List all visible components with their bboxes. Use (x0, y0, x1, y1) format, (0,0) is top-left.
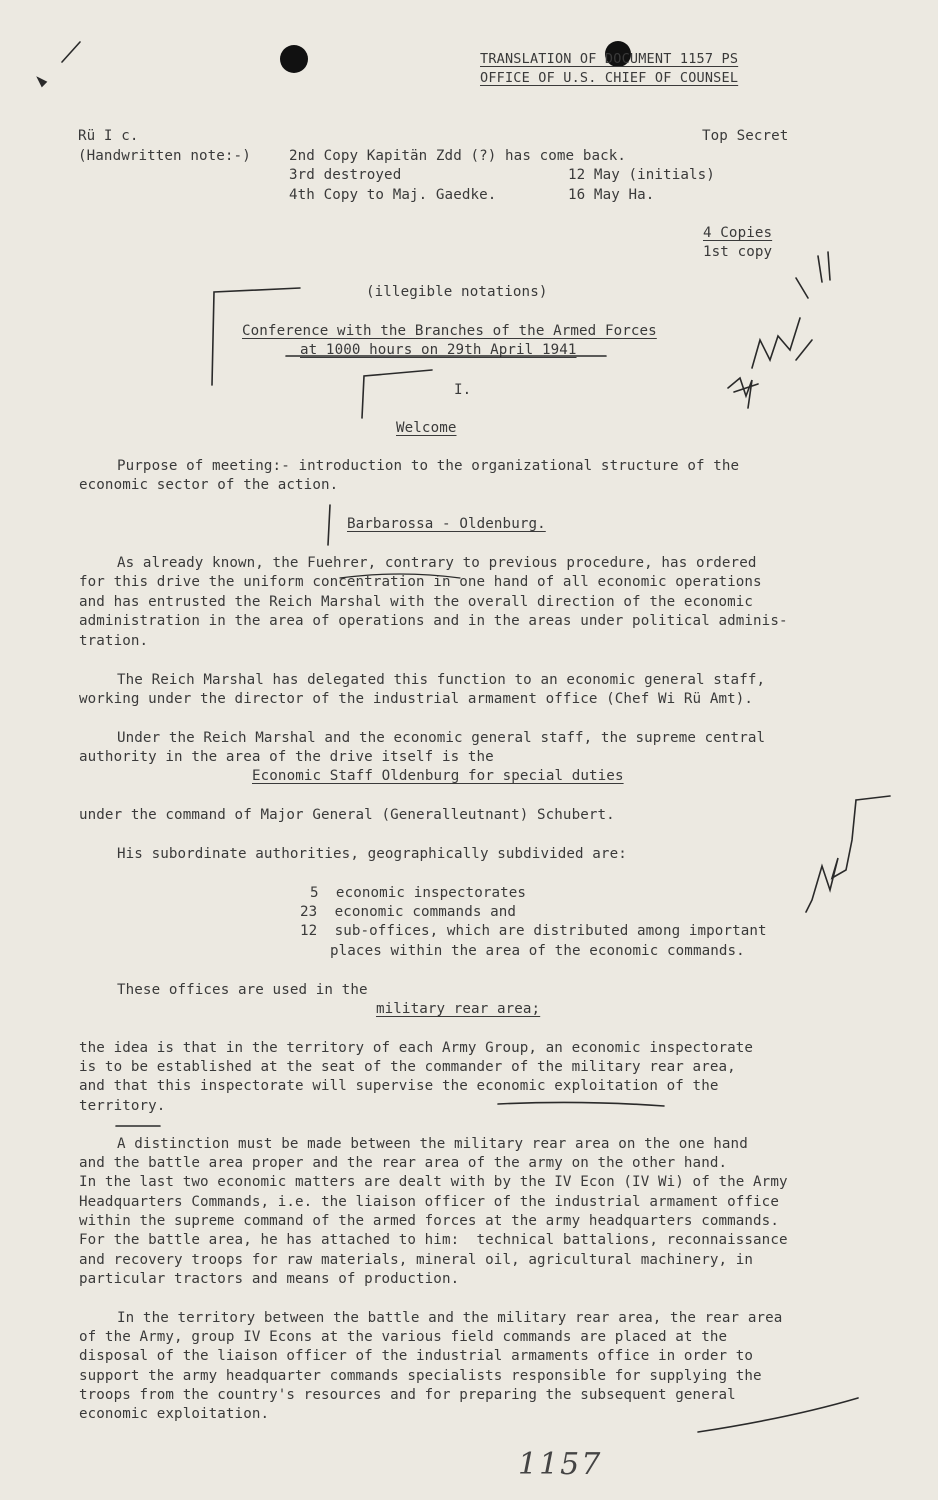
paragraph-line: administration in the area of operations and in the areas under political adminis- (79, 613, 788, 629)
margin-initials (752, 318, 800, 368)
translation-header: TRANSLATION OF DOCUMENT 1157 PS (480, 51, 739, 67)
purpose-text: Purpose of meeting:- introduction to the organizational structure of the (117, 458, 740, 474)
economic-staff-title: Economic Staff Oldenburg for special duties (252, 768, 624, 784)
paragraph-line: and has entrusted the Reich Marshal with the overall direction of the economic (79, 594, 754, 610)
military-rear-area: military rear area; (376, 1001, 541, 1017)
handwritten-note-line: 12 May (initials) (568, 167, 715, 183)
paragraph-line: and recovery troops for raw materials, mineral oil, agricultural machinery, in (79, 1252, 754, 1268)
page-number: 1157 (518, 1447, 603, 1482)
paragraph-line: For the battle area, he has attached to him: technical battalions, reconnaissance (79, 1232, 788, 1248)
paragraph-line: As already known, the Fuehrer, contrary to previous procedure, has ordered (117, 555, 757, 571)
margin-initials (796, 252, 830, 298)
paragraph-line: disposal of the liaison officer of the industrial armaments office in order to (79, 1348, 754, 1364)
paragraph-line: troops from the country's resources and for preparing the subsequent general (79, 1387, 736, 1403)
paragraph-line: territory. (79, 1098, 166, 1114)
handwritten-note-line: 2nd Copy Kapitän Zdd (?) has come back. (289, 148, 627, 164)
operation-name: Barbarossa - Oldenburg. (347, 516, 546, 532)
conference-title: Conference with the Branches of the Armed Forces (242, 323, 657, 339)
paragraph-line: authority in the area of the drive itself is the (79, 749, 494, 765)
list-item: 23 economic commands and (300, 904, 517, 920)
margin-initials (806, 800, 856, 912)
purpose-text: economic sector of the action. (79, 477, 339, 493)
paragraph-line: under the command of Major General (Generalleutnant) Schubert. (79, 807, 615, 823)
paragraph-line: In the territory between the battle and the military rear area, the rear area (117, 1310, 783, 1326)
classification: Top Secret (702, 128, 789, 144)
illegible-notations: (illegible notations) (366, 284, 548, 300)
bracket-mark (212, 288, 300, 385)
handwritten-note-label: (Handwritten note:-) (78, 148, 251, 164)
pen-stroke (38, 78, 46, 86)
paragraph-line: support the army headquarter commands specialists responsible for supplying the (79, 1368, 762, 1384)
paragraph-line: The Reich Marshal has delegated this function to an economic general staff, (117, 672, 766, 688)
underline-stroke (340, 574, 460, 578)
paragraph-line: and that this inspectorate will supervise the economic exploitation of the (79, 1078, 719, 1094)
paragraph-line: His subordinate authorities, geographically subdivided are: (117, 846, 627, 862)
underline-stroke (498, 1102, 664, 1106)
copy-number: 1st copy (703, 244, 773, 260)
handwritten-note-line: 4th Copy to Maj. Gaedke. (289, 187, 497, 203)
list-item: 5 economic inspectorates (310, 885, 527, 901)
handwritten-note-line: 3rd destroyed (289, 167, 402, 183)
bracket-mark (328, 505, 330, 545)
paragraph-line: is to be established at the seat of the commander of the military rear area, (79, 1059, 736, 1075)
paragraph-line: In the last two economic matters are dealt with by the IV Econ (IV Wi) of the Army (79, 1174, 788, 1190)
paragraph-line: of the Army, group IV Econs at the various field commands are placed at the (79, 1329, 728, 1345)
section-title: Welcome (396, 420, 457, 436)
paragraph-line: Headquarters Commands, i.e. the liaison officer of the industrial armament office (79, 1194, 779, 1210)
paragraph-line: Under the Reich Marshal and the economic general staff, the supreme central (117, 730, 766, 746)
section-number: I. (454, 382, 472, 398)
paragraph-line: for this drive the uniform concentration in one hand of all economic operations (79, 574, 762, 590)
list-item: 12 sub-offices, which are distributed among important (300, 923, 767, 939)
reference-code: Rü I c. (78, 128, 139, 144)
underline-stroke (698, 1398, 858, 1432)
paragraph-line: within the supreme command of the armed forces at the army headquarters commands. (79, 1213, 779, 1229)
bracket-mark (362, 370, 432, 418)
margin-initials (796, 340, 812, 360)
paragraph-line: A distinction must be made between the military rear area on the one hand (117, 1136, 748, 1152)
margin-initials (728, 378, 758, 408)
list-item: places within the area of the economic commands. (330, 943, 745, 959)
paragraph-line: tration. (79, 633, 149, 649)
paragraph-line: the idea is that in the territory of each Army Group, an economic inspectorate (79, 1040, 754, 1056)
office-header: OFFICE OF U.S. CHIEF OF COUNSEL (480, 70, 739, 86)
paragraph-line: These offices are used in the (117, 982, 368, 998)
bracket-mark (856, 796, 890, 800)
copies-count: 4 Copies (703, 225, 773, 241)
paragraph-line: working under the director of the industrial armament office (Chef Wi Rü Amt). (79, 691, 754, 707)
handwritten-note-line: 16 May Ha. (568, 187, 655, 203)
paragraph-line: economic exploitation. (79, 1406, 270, 1422)
paragraph-line: and the battle area proper and the rear area of the army on the other hand. (79, 1155, 728, 1171)
paragraph-line: particular tractors and means of production. (79, 1271, 460, 1287)
conference-date: at 1000 hours on 29th April 1941 (300, 342, 577, 358)
pen-stroke (62, 42, 80, 62)
